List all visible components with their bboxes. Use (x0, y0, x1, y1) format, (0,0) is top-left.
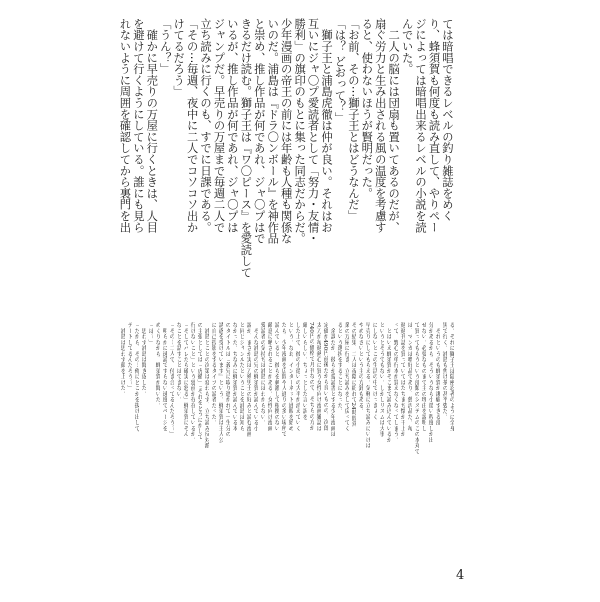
text-column: 敵意に晒されることがある。女性向け漫画 (266, 322, 272, 432)
text-column: やめなさいという主の方針もある。 (357, 322, 363, 414)
text-column: 週週刊誌を買っていてはたちまち懐が干上が (399, 322, 405, 437)
text-column: 定価が490円前後だから良いものの、次郎 (322, 322, 328, 431)
text-column: 読んでいると、彼らを刺激して根拠のない (273, 322, 279, 432)
text-column: と同じジャンルだということを浦島は知ら (238, 322, 244, 432)
text-column: る。それに獅子王は隠密忍者のように全身 (448, 322, 454, 432)
text-column: 浦島は思わず顔を上げた。 (119, 322, 125, 397)
text-column: 「その⋯毎週、夜中に二人でコソコソ出か (185, 18, 199, 233)
text-column: ては暗唱できるレベルの釣り雑誌をめく (440, 18, 454, 222)
text-column: を避けて行くようにしている。誰にも見ら (131, 18, 145, 233)
text-column: と崇め、推し作品が何であれ、ジャ〇プはで (252, 18, 266, 244)
text-column: に自己投影をするタイプの読者だった。 (210, 322, 216, 426)
text-column: 「だから、その⋯俺にどこかを抜け出して、 (133, 322, 139, 437)
text-column: ジャンプだ。早売りの万屋まで毎週二人で (212, 18, 226, 233)
text-column: るという選択をすることになった。 (336, 322, 342, 414)
text-column: 黒で行く。浦島も焦げ茶の甚平姿だ。 (441, 322, 447, 420)
text-column: たら、少年漫画を広間や人通りの多い場所で (280, 322, 286, 437)
text-column: 業の万屋に行き、立ち読みをして戻ってく (343, 322, 349, 432)
text-column: 浦島とことの次第は変わらず、立ち読み反対派 (203, 322, 209, 449)
text-column: 勝利」の旗印のもとに集った同志だからだ。 (293, 18, 307, 244)
text-column: って、野心の単行本が買えなくなってしまう。 (392, 322, 398, 443)
text-column: 少年漫画の帝王の前には年齢も人種も関係な (279, 18, 293, 244)
text-column: 立ち読みに行くのも、すでに日課である。 (199, 18, 213, 233)
text-column: それというのも蜂須賀が潔癖すぎる部 (434, 322, 440, 426)
page-number: 4 (456, 568, 465, 583)
text-column: 「お前、その⋯獅子王とはどうなんだ」 (346, 18, 360, 222)
text-column: その結果、二人は夜陰に紛れて24時間営 (350, 322, 356, 427)
text-column: なかった。ちなみに蜂須賀が読んでいる本 (231, 322, 237, 432)
text-column: て買ってもらうという部類のシステムのこの本丸で (413, 322, 419, 455)
text-column: いのだ。浦島は『ドラ〇ンボール』を神作品 (266, 18, 280, 244)
text-column: り、蜂須賀も何度も読み直して、やりペー (427, 18, 441, 233)
text-column: 分があるから、そういうなら小遣い程度しか出 (427, 322, 433, 443)
text-column: れないように周囲を確認してから裏門を出 (118, 18, 132, 233)
text-column: デートしてるんだろう？」 (126, 322, 132, 391)
text-column: 「そしてバレたら確実に怒る」蜂須賀にそん (182, 322, 188, 437)
text-column: ると、使わないほうが賢明だった。 (360, 18, 374, 199)
text-column: なことを話すことはできない。 (175, 322, 181, 403)
text-column: の主張としては「虎徹」「それをどうにかして (196, 322, 202, 440)
text-column: 獅子王と浦島虎徹は仲が良い。それはお (320, 18, 333, 233)
text-column: とはいえ蜂須賀がそこまで読み込んでいるか (385, 322, 391, 443)
text-column: 説が、まさか実は刀剣男士の好みと読む漫画 (245, 322, 251, 437)
text-column: というとそうでもない。しかしリズムは大事 (378, 322, 384, 437)
text-column: そんな浦島の兄の蜂須賀が読んでいる小 (252, 322, 258, 432)
text-column: 太刀が毎週熱心に買う女性向け漫画雑誌は (315, 322, 321, 432)
text-column: のタイトルは『義兄に取り憑かれて一生分の (224, 322, 230, 437)
text-column: という。なお、インターネット通販を始め (287, 322, 293, 432)
text-column: した上で、彼の小遣いの大半が消えていく (294, 322, 300, 432)
text-column: 確かに早売りの万屋に行くときは、人目 (145, 18, 159, 233)
text-column: 誘惑を受けています』という。蜂須賀は主人公 (217, 322, 223, 443)
text-column: 厳しいらしい。ちょっとした言い訳を (301, 322, 307, 420)
text-column: 思わず浦島は聞き返した。 (140, 322, 146, 397)
text-column: 互いにジャ〇プ愛読者として「努力・友情・ (306, 18, 320, 244)
top-text-block (118, 18, 454, 284)
text-column: 「うん？」 (158, 18, 172, 75)
text-column: んでいた。 (400, 18, 414, 75)
text-column: けてるだろう」 (172, 18, 186, 98)
text-column: 「は？」 (147, 322, 153, 345)
text-column: 余談だが、彼らが愛読書とする少年漫画は (329, 322, 335, 437)
text-column: は、マンガは嗜好品であり、贅沢品だ。毎 (406, 322, 412, 432)
text-column: 早売りにしてもらえる。気軽に立ち読みにいけば (364, 322, 370, 449)
text-column: にしないとこの生活の中でけっきょく (371, 322, 377, 420)
text-column: せない。必要なものまで主の理由を説明し (420, 322, 426, 432)
text-column: 二人の脳には団扇も置いてあるのだが、 (387, 18, 401, 233)
text-column: 「は？ どおって？」 (333, 18, 347, 124)
text-column: 740円の価格で月刊なので、そちらの方が (308, 322, 314, 431)
text-column: 行けないこと」という建前が存在しているが。 (189, 322, 195, 443)
text-column: きるだけ読む。獅子王は『ワ〇ピース』を愛読して (239, 18, 253, 278)
text-column: 明らかに速読ですらない速度でページを (161, 322, 167, 432)
text-column: いるが、推し作品が何であれ、ジャ〇プは (225, 18, 239, 233)
text-column: 「その⋯二人で、付き合ってるんだろう？」 (168, 322, 174, 437)
text-column: めくりながら、蜂須賀が聞いた。 (154, 322, 160, 409)
text-column: 扇ぐ労力と生み出される風の温度を考慮す (373, 18, 387, 233)
bottom-text-block (118, 322, 454, 602)
text-column: ジによっては暗唱出来るレベルの小説を読 (414, 18, 428, 233)
text-column: 愛読者の気持ちは浦島にはわからない。 (259, 322, 265, 426)
